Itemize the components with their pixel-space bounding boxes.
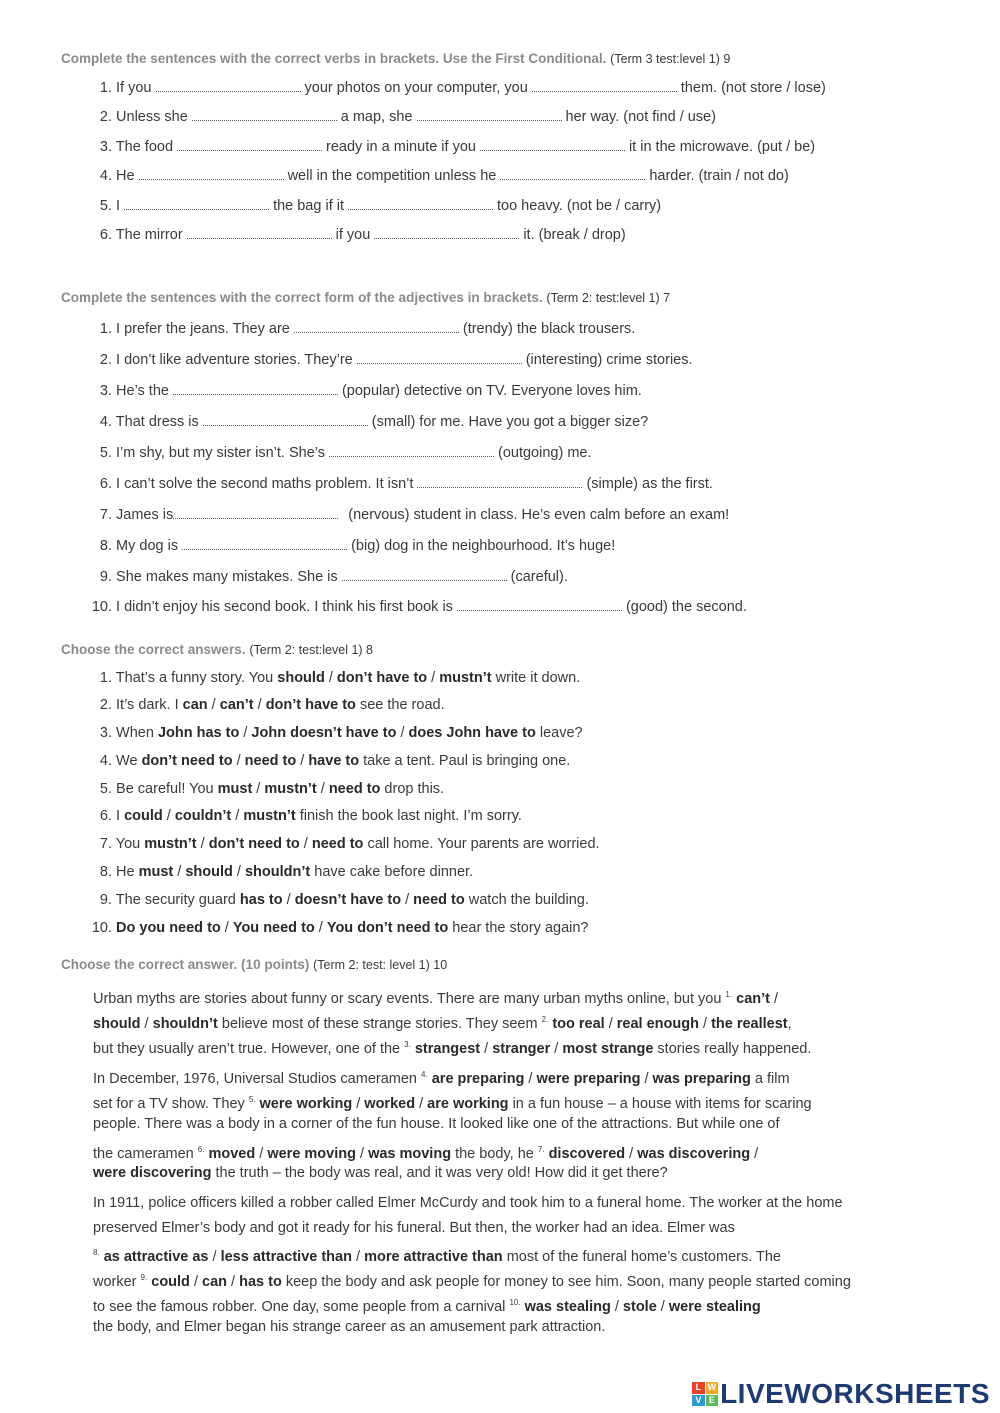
answer-blank[interactable] [173,508,338,519]
option[interactable]: real enough [616,1015,699,1032]
option[interactable]: are working [427,1095,509,1112]
option[interactable]: stole [622,1298,657,1315]
s3-item: 4. We don’t need to / need to / have to take a tent. Paul is bringing one. [99,753,571,769]
option[interactable]: You don’t need to [326,920,449,936]
answer-blank[interactable] [156,81,301,92]
option[interactable]: John doesn’t have to [251,725,397,741]
section1-heading: Complete the sentences with the correct verbs in brackets. Use the First Conditional. (Term 3 test:level 1) 9 [61,51,731,66]
answer-blank[interactable] [139,169,284,180]
option[interactable]: stranger [492,1040,551,1057]
answer-blank[interactable] [457,600,622,611]
s1-item: 2. Unless she a map, she her way. (not find / use) [99,109,716,125]
option[interactable]: don’t have to [265,697,356,713]
option[interactable]: mustn’t [243,808,296,824]
logo-tile: W [707,1382,717,1392]
logo-tile: L [692,1382,705,1394]
s3-item: 9. The security guard has to / doesn’t have to / need to watch the building. [99,892,589,908]
option[interactable]: can [182,697,208,713]
option[interactable]: should [185,864,233,880]
option[interactable]: shouldn’t [244,864,311,880]
option[interactable]: can’t [219,697,254,713]
s1-item: 6. The mirror if you it. (break / drop) [99,227,626,243]
s3-item: 1. That’s a funny story. You should / don’t have to / mustn’t write it down. [99,670,581,686]
option[interactable]: were stealing [668,1298,761,1315]
option[interactable]: as attractive as [103,1248,209,1265]
logo-text: LIVEWORKSHEETS [720,1378,990,1409]
s3-item: 7. You mustn’t / don’t need to / need to call home. Your parents are worried. [99,836,600,852]
option[interactable]: could [151,1273,190,1290]
option[interactable]: must [138,864,174,880]
option[interactable]: has to [239,892,283,908]
s2-item: 9. She makes many mistakes. She is (careful). [99,569,568,585]
option[interactable]: too real [552,1015,605,1032]
option[interactable]: could [124,808,163,824]
option[interactable]: doesn’t have to [294,892,402,908]
option[interactable]: need to [328,781,381,797]
option[interactable]: was moving [368,1145,452,1162]
option[interactable]: was stealing [524,1298,611,1315]
option[interactable]: less attractive than [220,1248,352,1265]
passage-line: the body, and Elmer began his strange career as an amusement park attraction. [93,1319,606,1335]
option[interactable]: should [93,1015,141,1032]
option[interactable]: was preparing [652,1070,751,1087]
s1-item: 5. I the bag if it too heavy. (not be / carry) [99,198,662,214]
passage-line: $^{8.}$ as attractive as / less attractive than / more attractive than most of the funeral home’s customers. The [93,1248,781,1265]
option[interactable]: mustn’t [439,670,492,686]
answer-blank[interactable] [294,322,459,333]
passage-line: Urban myths are stories about funny or scary events. There are many urban myths online, but you $^{1.}$ can’t / [93,990,779,1007]
liveworksheets-logo [692,1378,990,1410]
passage-line: should / shouldn’t believe most of these strange stories. They seem $^{2.}$ too real / real enough / the reallest, [93,1015,792,1032]
s3-item: 5. Be careful! You must / mustn’t / need to drop this. [99,781,445,797]
option[interactable]: discovered [548,1145,626,1162]
answer-blank[interactable] [500,169,645,180]
s2-item: 6. I can’t solve the second maths problem. It isn’t (simple) as the first. [99,476,713,492]
passage-line: to see the famous robber. One day, some people from a carnival $^{10.}$ was stealing / stole / were stealing [93,1298,761,1315]
answer-blank[interactable] [342,570,507,581]
option[interactable]: more attractive than [364,1248,503,1265]
answer-blank[interactable] [187,228,332,239]
section4-heading: Choose the correct answer. (10 points) (Term 2: test: level 1) 10 [61,957,448,972]
option[interactable]: can’t [736,990,770,1007]
s2-item: 1. I prefer the jeans. They are (trendy) the black trousers. [99,321,636,337]
s2-item: 5. I’m shy, but my sister isn’t. She’s (outgoing) me. [99,445,592,461]
s2-item: 8. My dog is (big) dog in the neighbourhood. It’s huge! [99,538,616,554]
passage-line: preserved Elmer’s body and got it ready for his funeral. But then, the worker had an idea. Elmer was [93,1220,735,1236]
s2-item: 4. That dress is (small) for me. Have you got a bigger size? [99,414,649,430]
s3-item: 10. Do you need to / You need to / You don’t need to hear the story again? [91,920,589,936]
s1-item: 4. He well in the competition unless he harder. (train / not do) [99,168,789,184]
option[interactable]: have to [308,753,360,769]
option[interactable]: can [202,1273,228,1290]
passage-line: set for a TV show. They $^{5.}$ were working / worked / are working in a fun house – a house with items for scaring [93,1095,812,1112]
option[interactable]: strangest [414,1040,481,1057]
option[interactable]: were moving [267,1145,356,1162]
option[interactable]: were working [259,1095,353,1112]
s3-item: 6. I could / couldn’t / mustn’t finish the book last night. I’m sorry. [99,808,522,824]
answer-blank[interactable] [182,539,347,550]
option[interactable]: John has to [157,725,240,741]
answer-blank[interactable] [329,446,494,457]
s2-item: 7. James is (nervous) student in class. He’s even calm before an exam! [99,507,730,523]
passage-line: worker $^{9.}$ could / can / has to keep the body and ask people for money to see him. Soon, many people started coming [93,1273,851,1290]
answer-blank[interactable] [532,81,677,92]
s1-item: 1. If you your photos on your computer, you them. (not store / lose) [99,80,826,96]
option[interactable]: Do you need to [116,920,221,936]
option[interactable]: couldn’t [174,808,232,824]
answer-blank[interactable] [177,140,322,151]
option[interactable]: need to [311,836,364,852]
option[interactable]: were discovering [93,1165,212,1181]
s1-item: 3. The food ready in a minute if you it in the microwave. (put / be) [99,139,816,155]
s2-item: 3. He’s the (popular) detective on TV. Everyone loves him. [99,383,642,399]
answer-blank[interactable] [192,110,337,121]
logo-icon [692,1382,718,1406]
passage-line: In December, 1976, Universal Studios cameramen $^{4.}$ are preparing / were preparing / was preparing a film [93,1070,790,1087]
answer-blank[interactable] [417,477,582,488]
option[interactable]: mustn’t [264,781,317,797]
answer-blank[interactable] [480,140,625,151]
passage-line: were discovering the truth – the body was real, and it was very old! How did it get there? [93,1165,668,1181]
answer-blank[interactable] [357,353,522,364]
option[interactable]: don’t need to [208,836,300,852]
passage-line: people. There was a body in a corner of the fun house. It looked like one of the attractions. But while one of [93,1116,780,1132]
option[interactable]: don’t have to [336,670,428,686]
answer-blank[interactable] [124,199,269,210]
option[interactable]: was discovering [637,1145,751,1162]
s3-item: 2. It’s dark. I can / can’t / don’t have to see the road. [99,697,445,713]
section2-heading: Complete the sentences with the correct form of the adjectives in brackets. (Term 2: test:level 1) 7 [61,290,671,305]
logo-tile: V [692,1395,705,1407]
answer-blank[interactable] [203,415,368,426]
option[interactable]: need to [413,892,465,908]
passage-line: but they usually aren’t true. However, one of the $^{3.}$ strangest / stranger / most strange stories really happened. [93,1040,812,1057]
option[interactable]: You need to [232,920,315,936]
answer-blank[interactable] [417,110,562,121]
option[interactable]: most strange [562,1040,654,1057]
section3-heading: Choose the correct answers. (Term 2: test:level 1) 8 [61,642,373,657]
option[interactable]: need to [244,753,297,769]
s3-item: 8. He must / should / shouldn’t have cake before dinner. [99,864,474,880]
logo-tile: E [706,1395,719,1407]
option[interactable]: has to [239,1273,282,1290]
option[interactable]: mustn’t [144,836,197,852]
option[interactable]: don’t need to [141,753,233,769]
option[interactable]: does John have to [408,725,536,741]
option[interactable]: worked [364,1095,416,1112]
answer-blank[interactable] [348,199,493,210]
option[interactable]: shouldn’t [152,1015,218,1032]
s2-item: 10. I didn’t enjoy his second book. I think his first book is (good) the second. [91,599,747,615]
option[interactable]: were preparing [536,1070,641,1087]
s3-item: 3. When John has to / John doesn’t have to / does John have to leave? [99,725,583,741]
passage-line: the cameramen $^{6.}$ moved / were moving / was moving the body, he $^{7.}$ discovered / was discovering / [93,1145,759,1162]
option[interactable]: moved [208,1145,256,1162]
option[interactable]: the reallest [711,1015,788,1032]
answer-blank[interactable] [173,384,338,395]
option[interactable]: should [277,670,325,686]
s2-item: 2. I don’t like adventure stories. They’re (interesting) crime stories. [99,352,693,368]
option[interactable]: must [217,781,253,797]
answer-blank[interactable] [374,228,519,239]
option[interactable]: are preparing [431,1070,525,1087]
passage-line: In 1911, police officers killed a robber called Elmer McCurdy and took him to a funeral home. The worker at the home [93,1195,843,1211]
